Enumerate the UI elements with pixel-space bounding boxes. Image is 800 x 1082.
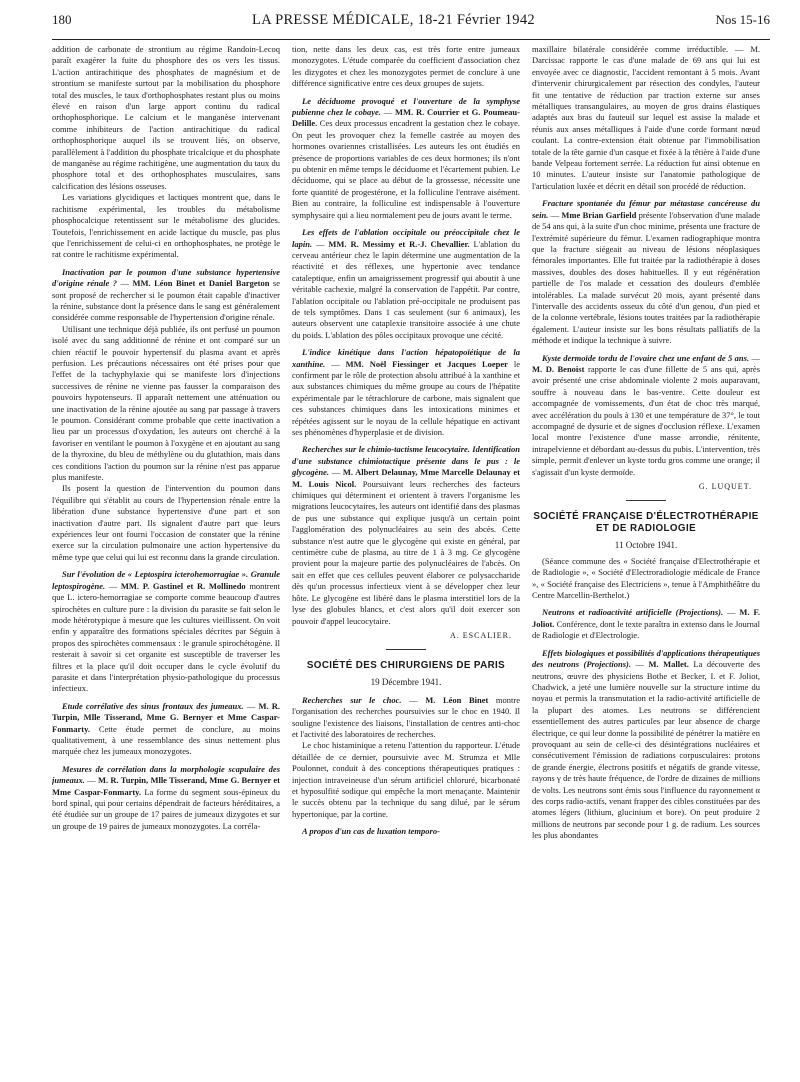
communication-authors: M. F. Joliot. <box>532 607 760 629</box>
communication: Les effets de l'ablation occipitale ou préoccipitale chez le lapin. — MM. R. Messimy et R.-J. Chevallier. L'ablation du cerveau antérieur chez le lapin détermine une augmentation de la réactivité et des réflexes, une hypertonie avec tendance cataleptique, enfin un amaigrissement progressif qui aboutit à une véritable cachexie, malgré la conservation de l'appétit. Par contre, l'ablation occipitale ou l'ablation pré-occipitale ne produisent pas de tels symptômes. Dans 1 cas seulement (sur 6 animaux), les auteurs observent une cataplexie transitoire associée à une chute du poids. L'ablation des pôles occipitaux provoque une cécité. <box>292 227 520 340</box>
communication: Le déciduome provoqué et l'ouverture de la symphyse pubienne chez le cobaye. — MM. R. Courrier et G. Poumeau-Delille. Ces deux processus encadrent la gestation chez le cobaye. On peut les provoquer chez la femelle castrée au moyen des hormones ovariennes cristallisées. Les auteurs les ont étudiés en présence de proportions variables de ces deux hormones; ils n'ont pu obtenir en même temps le déciduome et l'écartement pubien. Le déciduome, qui se place au début de la grossesse, nécessite une forte quantité de progestérone, et la folliculine l'entrave aisément. Bien au contraire, la folliculine est indispensable à l'ouverture symphysaire qui a lieu normalement peu de jours avant le terme. <box>292 95 520 220</box>
communication-text: le confirment par le rôle de protection absolu attribué à la xanthine et aux substances chimiques du même groupe au cours de l'hépatite expérimentale par le tétrachlorure de carbone, mais signalent que ces substances chimiques dans les intoxications minimes et répétées agissent sur le noyau de la cellule hépatique en activant ses phénomènes d'hyperplasie et de division. <box>292 358 520 437</box>
communication-authors: M. R. Turpin, Mlle Tisserand, Mme G. Bernyer et Mme Caspar-Fonmarty. <box>52 700 280 734</box>
communication-authors: M. Léon Binet <box>425 694 489 705</box>
paragraph: Le choc histaminique a retenu l'attention du rapporteur. L'étude détaillée de ce dernier, poursuivie avec M. Strumza et Mlle Poulonnet, conduit à des conceptions thérapeutiques pratiques : injection intraveineuse d'un sérum artificiel chloruré, bicarbonaté et hyposulfité sodique qui empêche la mort menaçante. Maintenir le succès obtenu par la technique du sang dilué, par le sérum hypertonique, par la cortine. <box>292 740 520 819</box>
communication: Mesures de corrélation dans la morphologie scapulaire des jumeaux. — M. R. Turpin, Mlle Tisserand, Mme G. Bernyer et Mme Caspar-Fonmarty. La forme du segment sous-épineux du bord spinal, qui pour certains dépendrait de facteurs héréditaires, a été étudiée sur un groupe de 17 paires de jumeaux dizygotes et sur un groupe de 19 paires de jumeaux monozygotes. La corréla- <box>52 763 280 831</box>
communication-text: Ces deux processus encadrent la gestation chez le cobaye. On peut les provoquer chez la femelle castrée au moyen des hormones ovariennes cristallisées. Les auteurs les ont étudiés en présence de proportions variables de ces deux hormones; ils n'ont pu obtenir en même temps le déciduome et l'écartement pubien. Le déciduome, qui se place au début de la grossesse, nécessite une forte quantité de progestérone, et la folliculine l'entrave aisément. Bien au contraire, la folliculine est indispensable à l'ouverture symphysaire qui a lieu normalement peu de jours avant le terme. <box>292 118 520 220</box>
communication: Recherches sur le choc. — M. Léon Binet montre l'organisation des recherches poursuivies sur le choc en 1940. Il souligne l'existence des liaisons, l'installation de centres anti-choc et l'activité des laboratoires de recherches. Le choc histaminique a retenu l'attention du rapporteur. L'étude détaillée de ce dernier, poursuivie avec M. Strumza et Mlle Poulonnet, conduit à des conceptions thérapeutiques pratiques : injection intraveineuse d'un sérum artificiel chloruré, bicarbonaté et hyposulfité sodique qui empêche la mort menaçante. Maintenir le succès obtenu par la technique du sang dilué, par le sérum hypertonique, par la cortine. <box>292 694 520 819</box>
paragraph: Utilisant une technique déjà publiée, ils ont perfusé un poumon isolé avec du sang additionné de rénine et ont comparé sur un chien réactif le pouvoir hypertensif du plasma avant et après perfusion. Les précautions nécessaires ont été prises pour que l'effet de la tachyphylaxie qui se manifeste lors d'injections successives de rénine ne vienne pas fausser la comparaison des pouvoirs hypotenseurs. Il apparaît nettement une atténuation ou une inactivation de la rénine ajoutée au sang par passage à travers le poumon. Considérant comme probable que cette inactivation a lieu par un processus d'oxydation, les auteurs ont cherché à la favoriser en ventilant le poumon à l'oxygène et en ajoutant au sang de la thyroxine, du bleu de méthylène ou du glutathion, mais dans ces conditions l'action du poumon sur la rénine n'est pas apparue plus manifeste. <box>52 323 280 483</box>
communication-title: L'indice kinétique dans l'action hépatopoïétique de la xanthine. <box>292 347 520 369</box>
society-heading: SOCIÉTÉ FRANÇAISE D'ÉLECTROTHÉRAPIE ET DE RADIOLOGIE <box>533 511 759 535</box>
communication: Inactivation par le poumon d'une substance hypertensive d'origine rénale ? — MM. Léon Binet et Daniel Bargeton se sont proposé de rechercher si le poumon était capable d'inactiver la rénine, substance dont la présence dans le sang est généralement considérée comme responsable de l'hypertension d'origine rénale. Utilisant une technique déjà publiée, ils ont perfusé un poumon isolé avec du sang additionné de rénine et ont comparé sur un chien réactif le pouvoir hypertensif du plasma avant et après perfusion. Les précautions nécessaires ont été prises pour que l'effet de la tachyphylaxie qui se manifeste lors d'injections successives de rénine ne vienne pas fausser la comparaison des pouvoirs hypotenseurs. Il apparaît nettement une atténuation ou une inactivation de la rénine ajoutée au sang par passage à travers le poumon. Considérant comme probable que cette inactivation a lieu par un processus d'oxydation, les auteurs ont cherché à la favoriser en ventilant le poumon à l'oxygène et en ajoutant au sang de la thyroxine, du bleu de méthylène ou du glutathion, mais dans ces conditions l'action du poumon sur la rénine n'est pas apparue plus manifeste. Ils posent la question de l'intervention du poumon dans l'équilibre qui s'établit au cours de l'hypertension rénale entre la libération d'une substance hypertensive d'une part et son inactivation d'autre part. Ils signalent d'autre part que leurs expériences leur ont fourni l'occasion de constater que la rénine exerce sur la circulation pulmonaire une action hypertensive du même type que celui qui lui est reconnu dans la grande circulation. <box>52 266 280 562</box>
communication-title: Le déciduome provoqué et l'ouverture de la symphyse pubienne chez le cobaye. <box>292 95 520 118</box>
communication-title: Etude corrélative des sinus frontaux des jumeaux. <box>62 700 244 711</box>
communication-title: maxillaire bilatérale considérée comme irréductible. <box>532 44 729 54</box>
communication: Etude corrélative des sinus frontaux des jumeaux. — M. R. Turpin, Mlle Tisserand, Mme G. Bernyer et Mme Caspar-Fonmarty. Cette étude permet de conclure, au moins qualitativement, à une ressemblance des sinus nettement plus marquée chez les jumeaux monozygotes. <box>52 700 280 757</box>
communication-text: Conférence, dont le texte paraîtra in extenso dans le Journal de Radiologie et d'Electrologie. <box>532 618 760 641</box>
communication-title: Mesures de corrélation dans la morphologie scapulaire des jumeaux. <box>52 763 280 786</box>
communication: Recherches sur le chimio-tactisme leucocytaire. Identification d'une substance chimiotactique présente dans le pus : le glycogène. — M. Albert Delaunay, Mme Marcelle Delaunay et M. Louis Nicol. Poursuivant leurs recherches des facteurs chimiques qui déterminent et orientent à travers l'organisme les migrations leucocytaires, les auteurs ont identifié dans des plasmas de pus une substance qui explique jusqu'à un certain point l'agglomération des polynucléaires au sein des abcès. Cette substance n'est autre que le glycogène qui existe en général, par centimètre cube de plasma, au titre de 1 à 3 mg. Ce glycogène provient pour la majeure partie des polynucléaires de l'abcès. On sait en effet que ces cellules peuvent élaborer ce polysaccharide dès qu'un processus infectieux vient à se développer chez leur hôte. Le glycogène est libéré dans le plasma interstitiel lors de la lyse des globules blancs, et c'est alors qu'il doit exercer son pouvoir d'appel leucocytaire. <box>292 444 520 626</box>
divider <box>386 649 426 650</box>
communication-text: montrent que L. ictero-hemorragiae se comporte comme beaucoup d'autres spirochètes en culture pure : la division du parasite se fait selon le mode hétérotypique à mesure que les cultures vieillissent. On voit enfin y apparaître des formations spéciales décrites par Séguin à propos des spirochètes commensaux : le granule spirochétogène. Il resterait à savoir si cet organite est susceptible de traverser les filtres et la place qu'il doit occuper dans le cycle évolutif du parasite et dans l'interprétation physio-pathologique du processus infectieux. <box>52 580 280 694</box>
journal-title: LA PRESSE MÉDICALE, <box>252 12 414 28</box>
column-3: maxillaire bilatérale considérée comme irréductible. — M. Darcissac rapporte le cas d'une malade de 69 ans qui lui est envoyée avec ce diagnostic, l'accident remontant à 5 mois. Avant d'intervenir chirurgicalement par résection des condyles, l'auteur fit une tentative de réduction par traction externe sur anses métalliques transangulaires, au moyen de gros drains élastiques adaptés aux bras du fauteuil sur lequel est assise la malade et réunis aux anses métalliques à l'aide d'une corde formant nœud coulant. La contre-extension était obtenue par l'immobilisation totale de la tête garnie d'un casque et fixée à la têtière à l'aide d'une bande Velpeau fortement serrée. La réduction fut ainsi obtenue en 10 minutes. L'auteur insiste sur l'anatomie pathologique de l'articulation luxée et décrit en détail son procédé de réduction. Fracture spontanée du fémur par métastase cancéreuse du sein. — Mme Brian Garfield présente l'observation d'une malade de 54 ans qui, à la suite d'un choc minime, présenta une fracture de l'extrémité supérieure du fémur. L'examen radiographique montra que la fracture siégeait au niveau de lésions néoplasiques fémorales importantes. Elle fut traitée par la radiothérapie à doses massives, doubles des doses habituelles. Il y eut régénération partielle de l'os malade et cessation des douleurs d'emblée intolérables. La malade survécut 20 mois, ayant présenté dans l'intervalle des accidents osseux du côté d'un genou, d'un pied et de la colonne vertébrale, lésions toutes traitées par la radiothérapie également. L'auteur insiste sur les bons résultats palliatifs de la méthode et indique la technique à suivre. Kyste dermoïde tordu de l'ovaire chez une enfant de 5 ans. — M. D. Benoist rapporte le cas d'une fillette de 5 ans qui, après avoir présenté une crise abdominale violente 2 mois auparavant, souffre à nouveau dans le bas-ventre. Cette douleur est accompagnée de vomissements, d'un état de choc très marqué, avec accélération du pouls à 130 et une température de 37°, le tout accompagné de dysurie et de signes d'occlusion réflexe. L'examen local montre l'existence d'une masse arrondie, rénitente, intrapelvienne et débordant au-dessus du pubis. L'intervention, très simple, permit d'enlever un kyste tordu gros comme une orange; il s'agissait d'un kyste dermoïde. G. LUQUET. SOCIÉTÉ FRANÇAISE D'ÉLECTROTHÉRAPIE ET DE RADIOLOGIE 11 Octobre 1941. (Séance commune des « Société française d'Electrothérapie et de Radiologie », « Société d'Electroradiologie médicale de France », « Société française des Electriciens », tenue à l'Amphithéâtre du Centre Marcellin-Berthelot.) Neutrons et radioactivité artificielle (Projections). — M. F. Joliot. Conférence, dont le texte paraîtra in extenso dans le Journal de Radiologie et d'Electrologie. Effets biologiques et possibilités d'applications thérapeutiques des neutrons (Projections). — M. Mallet. La découverte des neutrons, œuvre des physiciens Bothe et Becker, I. et F. Joliot, Chadwick, a jeté une lumière nouvelle sur la structure intime du noyau et permis la transmutation et la radio-activité artificielle de la plupart des atomes. Les neutrons se différencient essentiellement des autres particules par leur absence de charge électrique, ce qui leur donne la possibilité de pénétrer la matière en provoquant au sein de celle-ci des désintégrations nucléaires et consécutivement l'émission de radiations corpusculaires: protons de grande énergie, électrons positifs et négatifs de grande vitesse, rayons γ de très haute fréquence, de l'ordre de dizaines de millions de volts. Les neutrons sont émis sous l'influence du rayonnement α des corps radio-actifs, venant frapper des cibles constituées par des atomes légers (lithium, glucinium et bore). On peut produire 2 millions de neutrons par seconde pour 1 g. de radium. Les sources les plus abondantes <box>532 44 760 841</box>
communication-text: La découverte des neutrons, œuvre des physiciens Bothe et Becker, I. et F. Joliot, Chadwick, a jeté une lumière nouvelle sur la structure intime du noyau et permis la transmutation et la radio-activité artificielle de la plupart des atomes. Les neutrons se différencient essentiellement des autres particules par leur absence de charge électrique, ce qui leur donne la possibilité de pénétrer la matière en provoquant au sein de celle-ci des désintégrations nucléaires et consécutivement l'émission de radiations corpusculaires: protons de grande énergie, électrons positifs et négatifs de grande vitesse, rayons γ de très haute fréquence, de l'ordre de dizaines de millions de volts. Les neutrons sont émis sous l'influence du rayonnement α des corps radio-actifs, venant frapper des cibles constituées par des atomes légers (lithium, glucinium et bore). On peut produire 2 millions de neutrons par seconde pour 1 g. de radium. Les sources les plus abondantes <box>532 659 760 841</box>
communication-text: L'ablation du cerveau antérieur chez le lapin détermine une augmentation de la réactivité et des réflexes, une hypertonie avec tendance cataleptique, enfin un amaigrissement progressif qui aboutit à une véritable cachexie, malgré la conservation de l'appétit. Par contre, l'ablation occipitale ou l'ablation pré-occipitale ne produisent pas de tels symptômes. Dans 1 cas seulement (sur 6 animaux), les auteurs observent une cataplexie transitoire associée à une chute du poids. L'ablation des pôles occipitaux provoque une cécité. <box>292 238 520 340</box>
communication-title: Effets biologiques et possibilités d'applications thérapeutiques des neutrons (Projections). <box>532 647 760 670</box>
paragraph: tion, nette dans les deux cas, est très forte entre jumeaux monozygotes. L'étude comparée du coefficient d'association chez les dizygotes et chez les monozygotes permet de conclure à une différence significative entre ces deux groupes de sujets. <box>292 44 520 89</box>
header-rule <box>52 39 770 40</box>
signature: G. LUQUET. <box>698 482 752 492</box>
paragraph: Les variations glycidiques et lactiques montrent que, dans le rachitisme expérimental, les troubles du métabolisme phosphocalcique retentissent sur le métabolisme des glucides. Toutefois, l'enrichissement en acide lactique du muscle, pas plus que l'enrichissement de celui-ci en orthophosphates, ne protège le rat contre le rachitisme expérimental. <box>52 192 280 260</box>
session-date: 19 Décembre 1941. <box>370 677 442 688</box>
column-2 <box>292 44 520 1074</box>
divider <box>626 500 666 501</box>
issue-number: Nos 15-16 <box>715 12 770 27</box>
communication-authors: Mme Brian Garfield <box>561 209 637 220</box>
communication-authors: MM. Noël Fiessinger et Jacques Loeper <box>345 358 508 369</box>
communication-authors: MM. P. Gastinel et R. Mollinedo <box>120 580 246 591</box>
communication: Kyste dermoïde tordu de l'ovaire chez une enfant de 5 ans. — M. D. Benoist rapporte le cas d'une fillette de 5 ans qui, après avoir présenté une crise abdominale violente 2 mois auparavant, souffre à nouveau dans le bas-ventre. Cette douleur est accompagnée de vomissements, d'un état de choc très marqué, avec accélération du pouls à 130 et une température de 37°, le tout accompagné de dysurie et de signes d'occlusion réflexe. L'examen local montre l'existence d'une masse arrondie, rénitente, intrapelvienne et débordant au-dessus du pubis. L'intervention, très simple, permit d'enlever un kyste tordu gros comme une orange; il s'agissait d'un kyste dermoïde. <box>532 352 760 477</box>
page-header <box>52 12 770 38</box>
communication-authors: M. D. Benoist <box>532 363 585 374</box>
communication-text: Poursuivant leurs recherches des facteurs chimiques qui déterminent et orientent à travers l'organisme les migrations leucocytaires, les auteurs ont identifié dans des plasmas de pus une substance qui explique jusqu'à un certain point l'agglomération des polynucléaires au sein des abcès. Cette substance n'est autre que le glycogène qui existe en général, par centimètre cube de plasma, au titre de 1 à 3 mg. Ce glycogène provient pour la majeure partie des polynucléaires de l'abcès. On sait en effet que ces cellules peuvent élaborer ce polysaccharide dès qu'un processus infectieux vient à se développer chez leur hôte. Le glycogène est libéré dans le plasma interstitiel lors de la lyse des globules blancs, et c'est alors qu'il doit exercer son pouvoir d'appel leucocytaire. <box>292 478 520 626</box>
paragraph: Ils posent la question de l'intervention du poumon dans l'équilibre qui s'établit au cours de l'hypertension rénale entre la libération d'une substance hypertensive d'une part et son inactivation d'autre part. Ils signalent d'autre part que leurs expériences leur ont fourni l'occasion de constater que la rénine exerce sur la circulation pulmonaire une action hypertensive du même type que celui qui lui est reconnu dans la grande circulation. <box>52 483 280 562</box>
column-1 <box>52 44 280 1074</box>
communication <box>292 826 520 837</box>
communication-title: Recherches sur le choc. <box>302 694 402 705</box>
communication-title: Sur l'évolution de « Leptospira icterohemorragiae ». Granule leptospirogène. <box>52 569 280 591</box>
communication-text: présente l'observation d'une malade de 54 ans qui, à la suite d'un choc minime, présenta une fracture de l'extrémité supérieure du fémur. L'examen radiographique montra que la fracture siégeait au niveau de lésions néoplasiques fémorales importantes. Elle fut traitée par la radiothérapie à doses massives, doubles des doses habituelles. Il y eut régénération partielle de l'os malade et cessation des douleurs d'emblée intolérables. La malade survécut 20 mois, ayant présenté dans l'intervalle des accidents osseux du côté d'un genou, d'un pied et de la colonne vertébrale, lésions toutes traitées par la radiothérapie également. L'auteur insiste sur les bons résultats palliatifs de la méthode et indique la technique à suivre. <box>532 209 760 346</box>
paragraph: addition de carbonate de strontium au régime Randoin-Lecoq paraît exagérer la fuite du phosphore des os vers les tissus. L'action antirachitique des phosphates de magnésium et de strontium se manifeste surtout par la mobilisation du phosphore total des muscles, le taux d'orthophosphates restant plus ou moins élevé en raison d'un large apport continu du radical orthophosphorique. Le calcium et le manganèse intervenant comme inhibiteurs de l'action antirachitique du radical orthophosphorique auquel ils se trouvent liés, on observe, parallèlement à l'addition du phosphate tricalcique et du phosphate de manganèse au régime rachitigène, une augmentation du taux du phosphore total et des orthophosphates musculaires, sans calcification des lésions osseuses. <box>52 44 280 191</box>
communication-title: A propos d'un cas de luxation temporo- <box>302 826 440 837</box>
signature: A. ESCALIER. <box>450 630 512 640</box>
communication-authors: M. Mallet. <box>648 659 689 670</box>
communication-authors: M. Albert Delaunay, Mme Marcelle Delaunay et M. Louis Nicol. <box>292 467 520 489</box>
communication-text: montre l'organisation des recherches poursuivies sur le choc en 1940. Il souligne l'existence des liaisons, l'installation de centres anti-choc et l'activité des laboratoires de recherches. <box>292 694 520 739</box>
communication-title: Kyste dermoïde tordu de l'ovaire chez une enfant de 5 ans. <box>542 352 750 363</box>
society-heading: SOCIÉTÉ DES CHIRURGIENS DE PARIS <box>306 660 506 672</box>
session-date: 11 Octobre 1941. <box>614 540 678 551</box>
communication: Sur l'évolution de « Leptospira icterohemorragiae ». Granule leptospirogène. — MM. P. Gastinel et R. Mollinedo montrent que L. ictero-hemorragiae se comporte comme beaucoup d'autres spirochètes en culture pure : la division du parasite se fait selon le mode hétérotypique à mesure que les cultures vieillissent. On voit enfin y apparaître des formations spéciales décrites par Séguin à propos des spirochètes commensaux : le granule spirochétogène. Il resterait à savoir si cet organite est susceptible de traverser les filtres et la place qu'il doit occuper dans le cycle évolutif du parasite et dans l'interprétation physio-pathologique du processus infectieux. <box>52 569 280 694</box>
communication-title: Fracture spontanée du fémur par métastase cancéreuse du sein. <box>532 198 760 220</box>
communication-text: rapporte le cas d'une fillette de 5 ans qui, après avoir présenté une crise abdominale violente 2 mois auparavant, souffre à nouveau dans le bas-ventre. Cette douleur est accompagnée de vomissements, d'un état de choc très marqué, avec accélération du pouls à 130 et une température de 37°, le tout accompagné de dysurie et de signes d'occlusion réflexe. L'examen local montre l'existence d'une masse arrondie, rénitente, intrapelvienne et débordant au-dessus du pubis. L'intervention, très simple, permit d'enlever un kyste tordu gros comme une orange; il s'agissait d'un kyste dermoïde. <box>532 363 760 477</box>
communication-text: se sont proposé de rechercher si le poumon était capable d'inactiver la rénine, substance dont la présence dans le sang est généralement considérée comme responsable de l'hypertension d'origine rénale. <box>52 278 280 323</box>
communication-authors: MM. R. Messimy et R.-J. Chevallier. <box>328 238 470 249</box>
issue-date: 18-21 Février 1942 <box>417 12 535 28</box>
communication-text: La forme du segment sous-épineux du bord spinal, qui pour certains dépendrait de facteurs héréditaires, a été étudiée sur un groupe de 17 paires de jumeaux dizygotes et sur un groupe de 19 paires de jumeaux monozygotes. La corréla- <box>52 786 280 831</box>
communication-text: Cette étude permet de conclure, au moins qualitativement, à une ressemblance des sinus nettement plus marquée chez les jumeaux monozygotes. <box>52 723 280 757</box>
communication-authors: MM. R. Courrier et G. Poumeau-Delille. <box>292 107 520 129</box>
communication: Fracture spontanée du fémur par métastase cancéreuse du sein. — Mme Brian Garfield présente l'observation d'une malade de 54 ans qui, à la suite d'un choc minime, présenta une fracture de l'extrémité supérieure du fémur. L'examen radiographique montra que la fracture siégeait au niveau de lésions néoplasiques fémorales importantes. Elle fut traitée par la radiothérapie à doses massives, doubles des doses habituelles. Il y eut régénération partielle de l'os malade et cessation des douleurs d'emblée intolérables. La malade survécut 20 mois, ayant présenté dans l'intervalle des accidents osseux du côté d'un genou, d'un pied et de la colonne vertébrale, lésions toutes traitées par la radiothérapie également. L'auteur insiste sur les bons résultats palliatifs de la méthode et indique la technique à suivre. <box>532 198 760 346</box>
session-note: (Séance commune des « Société française d'Electrothérapie et de Radiologie », « Société d'Electroradiologie médicale de France », « Société française des Electriciens », tenue à l'Amphithéâtre du Centre Marcellin-Berthelot.) <box>532 555 760 601</box>
communication: Effets biologiques et possibilités d'applications thérapeutiques des neutrons (Projections). — M. Mallet. La découverte des neutrons, œuvre des physiciens Bothe et Becker, I. et F. Joliot, Chadwick, a jeté une lumière nouvelle sur la structure intime du noyau et permis la transmutation et la radio-activité artificielle de la plupart des atomes. Les neutrons se différencient essentiellement des autres particules par leur absence de charge électrique, ce qui leur donne la possibilité de pénétrer la matière en provoquant au sein de celle-ci des désintégrations nucléaires et consécutivement l'émission de radiations corpusculaires: protons de grande énergie, électrons positifs et négatifs de grande vitesse, rayons γ de très haute fréquence, de l'ordre de dizaines de millions de volts. Les neutrons sont émis sous l'influence du rayonnement α des corps radio-actifs, venant frapper des cibles constituées par des atomes légers (lithium, glucinium et bore). On peut produire 2 millions de neutrons par seconde pour 1 g. de radium. Les sources les plus abondantes <box>532 647 760 841</box>
journal-title-date <box>252 12 535 29</box>
communication-authors: M. R. Turpin, Mlle Tisserand, Mme G. Bernyer et Mme Caspar-Fonmarty. <box>52 775 280 797</box>
communication-authors: MM. Léon Binet et Daniel Bargeton <box>132 278 270 289</box>
communication-title: Les effets de l'ablation occipitale ou préoccipitale chez le lapin. <box>292 227 520 249</box>
communication-text: rapporte le cas d'une malade de 69 ans qui lui est envoyée avec ce diagnostic, l'accident remontant à 5 mois. Avant d'intervenir chirurgicalement par résection des condyles, l'auteur fit une tentative de réduction par traction externe sur anses métalliques transangulaires, au moyen de gros drains élastiques adaptés aux bras du fauteuil sur lequel est assise la malade et réunis aux anses métalliques à l'aide d'une corde formant nœud coulant. La contre-extension était obtenue par l'immobilisation totale de la tête garnie d'un casque et fixée à la têtière à l'aide d'une bande Velpeau fortement serrée. La réduction fut ainsi obtenue en 10 minutes. L'auteur insiste sur l'anatomie pathologique de l'articulation luxée et décrit en détail son procédé de réduction. <box>532 55 760 191</box>
communication-authors: M. Darcissac <box>532 44 760 66</box>
article-columns <box>52 44 770 1074</box>
communication: Neutrons et radioactivité artificielle (Projections). — M. F. Joliot. Conférence, dont le texte paraîtra in extenso dans le Journal de Radiologie et d'Electrologie. <box>532 607 760 641</box>
page-number: 180 <box>52 12 72 27</box>
communication-title: Inactivation par le poumon d'une substance hypertensive d'origine rénale ? <box>52 266 280 289</box>
communication: L'indice kinétique dans l'action hépatopoïétique de la xanthine. — MM. Noël Fiessinger et Jacques Loeper le confirment par le rôle de protection absolu attribué à la xanthine et aux substances chimiques du même groupe au cours de l'hépatite expérimentale par le tétrachlorure de carbone, mais signalent que ces substances chimiques dans les intoxications minimes et répétées agissent sur le noyau de la cellule hépatique en activant ses phénomènes d'hyperplasie et de division. <box>292 347 520 437</box>
communication-title: Neutrons et radioactivité artificielle (Projections). <box>542 607 724 618</box>
communication-title: Recherches sur le chimio-tactisme leucocytaire. Identification d'une substance chimiotactique présente dans le pus : le glycogène. <box>292 444 520 478</box>
